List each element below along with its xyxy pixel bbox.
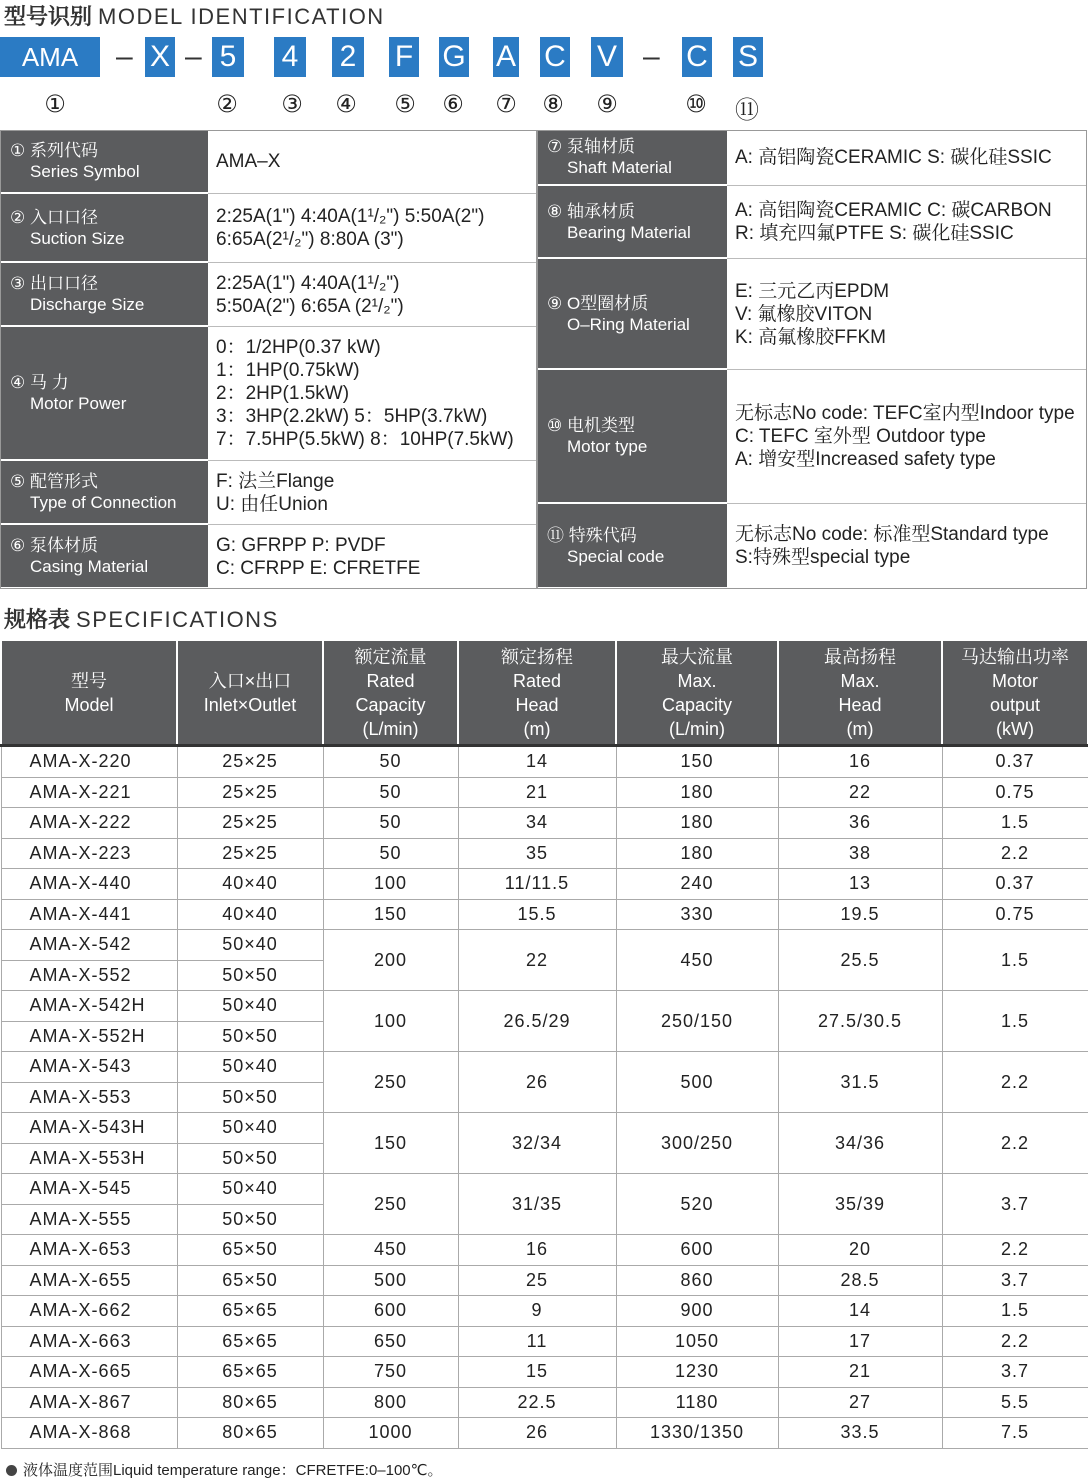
table-row (1, 808, 1088, 839)
rated-capacity-cell: 150 (323, 899, 458, 930)
spec-header-motor-output (942, 640, 1088, 746)
inlet-outlet-cell: 80×65 (177, 1387, 323, 1418)
header-line: Capacity (661, 694, 733, 715)
rated-capacity-cell: 150 (323, 1113, 458, 1174)
title-cn: 型号识别 (4, 4, 93, 29)
rated-head-cell: 31/35 (458, 1174, 616, 1235)
header-line: Max. (840, 670, 880, 691)
max-head-cell: 38 (778, 838, 942, 869)
value-line: F: 法兰Flange (216, 470, 335, 492)
model-cell: AMA-X-221 (1, 777, 177, 808)
table-row (1, 869, 1088, 900)
rated-head-cell: 35 (458, 838, 616, 869)
code-oring-box: V (591, 37, 623, 77)
max-capacity-cell: 900 (616, 1296, 778, 1327)
table-row (1, 1326, 1088, 1357)
max-capacity-cell: 860 (616, 1265, 778, 1296)
max-head-cell: 33.5 (778, 1418, 942, 1449)
model-cell: AMA-X-655 (1, 1265, 177, 1296)
header-line: Rated (512, 670, 562, 691)
rated-capacity-cell: 100 (323, 991, 458, 1052)
motor-output-cell: 1.5 (942, 991, 1088, 1052)
max-capacity-cell: 180 (616, 808, 778, 839)
label-number: ⑨ (547, 293, 563, 313)
inlet-outlet-cell: 50×50 (177, 1204, 323, 1235)
value-line: A: 增安型Increased safety type (735, 449, 996, 470)
motor-output-cell: 1.5 (942, 808, 1088, 839)
table-row (1, 838, 1088, 869)
code-shaft-box: A (493, 37, 519, 77)
header-line: Capacity (355, 694, 426, 715)
value-line: R: 填充四氟PTFE S: 碳化硅SSIC (735, 223, 1014, 244)
header-line: 最大流量 (661, 646, 733, 667)
label-en: O–Ring Material (567, 314, 690, 334)
inlet-outlet-cell: 65×50 (177, 1265, 323, 1296)
label-number: ⑦ (547, 137, 563, 156)
code-position-number: ⑦ (495, 91, 517, 118)
rated-capacity-cell: 450 (323, 1235, 458, 1266)
code-inlet-box: 5 (212, 37, 244, 77)
label-cn-text: 泵轴材质 (562, 137, 635, 156)
rated-capacity-cell: 500 (323, 1265, 458, 1296)
max-head-cell: 17 (778, 1326, 942, 1357)
rated-capacity-cell: 1000 (323, 1418, 458, 1449)
table-row (1, 1235, 1088, 1266)
label-en: Series Symbol (30, 162, 140, 181)
max-head-cell: 19.5 (778, 899, 942, 930)
code-x-box: X (145, 37, 175, 77)
value-line: 1：1HP(0.75kW) (216, 360, 360, 381)
inlet-outlet-cell: 65×65 (177, 1326, 323, 1357)
model-cell: AMA-X-665 (1, 1357, 177, 1388)
motor-output-cell: 0.37 (942, 869, 1088, 900)
inlet-outlet-cell: 50×40 (177, 991, 323, 1022)
max-head-cell: 22 (778, 777, 942, 808)
max-capacity-cell: 150 (616, 746, 778, 778)
table-row (1, 1174, 1088, 1205)
code-connection-box: F (389, 37, 419, 77)
spec-header-max-head (778, 640, 942, 746)
table-row (1, 1265, 1088, 1296)
table-row (1, 991, 1088, 1022)
motor-output-cell: 1.5 (942, 930, 1088, 991)
model-cell: AMA-X-440 (1, 869, 177, 900)
rated-capacity-cell: 100 (323, 869, 458, 900)
code-position-number: ⑩ (685, 91, 707, 118)
motor-output-cell: 0.37 (942, 746, 1088, 778)
label-cn-text: 配管形式 (25, 472, 98, 491)
rated-capacity-cell: 650 (323, 1326, 458, 1357)
header-line: (L/min) (362, 718, 419, 739)
code-position-number: ⑪ (735, 97, 759, 124)
label-number: ⑪ (547, 525, 564, 545)
max-capacity-cell: 520 (616, 1174, 778, 1235)
value-line: A: 高铝陶瓷CERAMIC C: 碳CARBON (735, 200, 1052, 221)
model-cell: AMA-X-223 (1, 838, 177, 869)
label-cn-text: 轴承材质 (562, 201, 635, 221)
header-line: Model (64, 694, 114, 715)
rated-capacity-cell: 750 (323, 1357, 458, 1388)
value-line: AMA–X (216, 151, 281, 172)
label-en: Discharge Size (30, 295, 145, 314)
value-line: 无标志No code: 标准型Standard type (735, 524, 1049, 545)
header-line: Head (515, 694, 559, 715)
spec-header-model (1, 640, 177, 746)
label-cn-text: 马 力 (25, 373, 69, 392)
header-line: (kW) (996, 718, 1034, 739)
model-cell: AMA-X-545 (1, 1174, 177, 1205)
value-line: S:特殊型special type (735, 547, 911, 568)
rated-capacity-cell: 800 (323, 1387, 458, 1418)
label-number: ③ (10, 274, 26, 293)
max-capacity-cell: 300/250 (616, 1113, 778, 1174)
inlet-outlet-cell: 80×65 (177, 1418, 323, 1449)
code-position-number: ⑨ (596, 91, 618, 118)
value-line: E: 三元乙丙EPDM (735, 280, 890, 302)
rated-head-cell: 26 (458, 1052, 616, 1113)
spec-header-inlet-outlet (177, 640, 323, 746)
table-row (1, 930, 1088, 961)
max-capacity-cell: 450 (616, 930, 778, 991)
inlet-outlet-cell: 25×25 (177, 777, 323, 808)
motor-output-cell: 0.75 (942, 777, 1088, 808)
header-line: 马达输出功率 (961, 646, 1069, 667)
header-line: output (989, 694, 1041, 715)
label-cn-text: O型圈材质 (562, 293, 649, 313)
model-cell: AMA-X-653 (1, 1235, 177, 1266)
inlet-outlet-cell: 25×25 (177, 808, 323, 839)
rated-capacity-cell: 50 (323, 838, 458, 869)
max-capacity-cell: 1050 (616, 1326, 778, 1357)
temperature-note (6, 1459, 443, 1480)
max-capacity-cell: 1230 (616, 1357, 778, 1388)
rated-head-cell: 22.5 (458, 1387, 616, 1418)
value-line: G: GFRPP P: PVDF (216, 534, 386, 556)
label-number: ① (10, 141, 26, 160)
max-head-cell: 20 (778, 1235, 942, 1266)
motor-output-cell: 5.5 (942, 1387, 1088, 1418)
max-head-cell: 27 (778, 1387, 942, 1418)
rated-head-cell: 22 (458, 930, 616, 991)
max-head-cell: 21 (778, 1357, 942, 1388)
motor-output-cell: 3.7 (942, 1357, 1088, 1388)
label-en: Type of Connection (30, 493, 177, 512)
inlet-outlet-cell: 65×65 (177, 1357, 323, 1388)
label-cn-text: 入口口径 (25, 207, 98, 227)
inlet-outlet-cell: 25×25 (177, 746, 323, 778)
code-special-box: S (733, 37, 763, 77)
ident-frame (0, 130, 1087, 589)
header-line: Inlet×Outlet (203, 694, 297, 715)
motor-output-cell: 2.2 (942, 838, 1088, 869)
inlet-outlet-cell: 50×50 (177, 960, 323, 991)
motor-output-cell: 3.7 (942, 1265, 1088, 1296)
model-cell: AMA-X-662 (1, 1296, 177, 1327)
model-cell: AMA-X-552 (1, 960, 177, 991)
value-line: 2:25A(1") 4:40A(1¹/₂") 5:50A(2") (216, 206, 485, 227)
value-line: C: CFRPP E: CFRETFE (216, 557, 421, 579)
label-number: ⑥ (10, 536, 26, 555)
specifications-table (0, 639, 1088, 1449)
rated-head-cell: 34 (458, 808, 616, 839)
label-cn-text: 电机类型 (562, 416, 635, 435)
inlet-outlet-cell: 40×40 (177, 899, 323, 930)
max-head-cell: 36 (778, 808, 942, 839)
max-head-cell: 14 (778, 1296, 942, 1327)
rated-capacity-cell: 250 (323, 1174, 458, 1235)
model-identification-title (4, 0, 385, 31)
header-line: 额定扬程 (501, 646, 573, 667)
max-head-cell: 31.5 (778, 1052, 942, 1113)
max-head-cell: 28.5 (778, 1265, 942, 1296)
spec-header-rated-head (458, 640, 616, 746)
code-position-number: ⑤ (394, 91, 416, 118)
max-capacity-cell: 600 (616, 1235, 778, 1266)
rated-capacity-cell: 50 (323, 777, 458, 808)
model-cell: AMA-X-552H (1, 1021, 177, 1052)
model-cell: AMA-X-542 (1, 930, 177, 961)
header-line: 型号 (71, 670, 107, 691)
label-number: ④ (10, 373, 26, 392)
value-line: V: 氟橡胶VITON (735, 303, 873, 325)
label-number: ⑧ (547, 201, 563, 221)
max-capacity-cell: 180 (616, 838, 778, 869)
max-capacity-cell: 1180 (616, 1387, 778, 1418)
label-en: Casing Material (30, 557, 149, 576)
label-cn-text: 系列代码 (25, 141, 98, 160)
label-number: ⑩ (547, 416, 563, 435)
model-cell: AMA-X-542H (1, 991, 177, 1022)
title-cn: 规格表 (4, 607, 71, 632)
model-cell: AMA-X-868 (1, 1418, 177, 1449)
inlet-outlet-cell: 40×40 (177, 869, 323, 900)
rated-head-cell: 32/34 (458, 1113, 616, 1174)
code-outlet-box: 4 (274, 37, 306, 77)
header-line: 最高扬程 (824, 646, 896, 667)
rated-capacity-cell: 250 (323, 1052, 458, 1113)
label-number: ⑤ (10, 472, 26, 491)
rated-head-cell: 15 (458, 1357, 616, 1388)
model-cell: AMA-X-222 (1, 808, 177, 839)
motor-output-cell: 2.2 (942, 1052, 1088, 1113)
inlet-outlet-cell: 50×50 (177, 1082, 323, 1113)
code-casing-box: G (439, 37, 469, 77)
bullet-icon (6, 1465, 17, 1476)
table-row (1, 1296, 1088, 1327)
motor-output-cell: 2.2 (942, 1235, 1088, 1266)
rated-head-cell: 15.5 (458, 899, 616, 930)
label-cn-text: 出口口径 (25, 274, 98, 293)
code-position-number: ④ (335, 91, 357, 118)
value-line: 0：1/2HP(0.37 kW) (216, 337, 381, 358)
header-line: Max. (677, 670, 717, 691)
value-line: 2:25A(1") 4:40A(1¹/₂") (216, 272, 400, 294)
rated-head-cell: 16 (458, 1235, 616, 1266)
label-cn-text: 泵体材质 (25, 536, 98, 555)
max-capacity-cell: 330 (616, 899, 778, 930)
spec-header-rated-capacity (323, 640, 458, 746)
header-line: (m) (523, 718, 551, 739)
motor-output-cell: 1.5 (942, 1296, 1088, 1327)
value-line: K: 高氟橡胶FFKM (735, 326, 886, 348)
inlet-outlet-cell: 50×50 (177, 1143, 323, 1174)
spec-header-max-capacity (616, 640, 778, 746)
max-head-cell: 27.5/30.5 (778, 991, 942, 1052)
label-en: Special code (567, 546, 665, 566)
inlet-outlet-cell: 50×40 (177, 1052, 323, 1083)
rated-head-cell: 11/11.5 (458, 869, 616, 900)
value-line: 5:50A(2") 6:65A (2¹/₂") (216, 295, 404, 317)
inlet-outlet-cell: 25×25 (177, 838, 323, 869)
model-cell: AMA-X-553 (1, 1082, 177, 1113)
code-motor-box: C (682, 37, 712, 77)
header-line: (L/min) (668, 718, 725, 739)
table-row (1, 1418, 1088, 1449)
model-cell: AMA-X-867 (1, 1387, 177, 1418)
inlet-outlet-cell: 50×40 (177, 1174, 323, 1205)
code-bearing-box: C (540, 37, 570, 77)
inlet-outlet-cell: 50×40 (177, 930, 323, 961)
motor-output-cell: 2.2 (942, 1113, 1088, 1174)
max-head-cell: 35/39 (778, 1174, 942, 1235)
title-en: MODEL IDENTIFICATION (98, 4, 385, 29)
label-en: Motor Power (30, 394, 127, 413)
label-cn-text: 特殊代码 (564, 525, 637, 545)
rated-head-cell: 26 (458, 1418, 616, 1449)
specifications-title (4, 603, 279, 634)
inlet-outlet-cell: 50×50 (177, 1021, 323, 1052)
rated-head-cell: 11 (458, 1326, 616, 1357)
model-cell: AMA-X-663 (1, 1326, 177, 1357)
code-position-number: ⑧ (542, 91, 564, 118)
max-capacity-cell: 1330/1350 (616, 1418, 778, 1449)
label-en: Motor type (567, 437, 648, 456)
rated-head-cell: 9 (458, 1296, 616, 1327)
max-capacity-cell: 180 (616, 777, 778, 808)
inlet-outlet-cell: 65×50 (177, 1235, 323, 1266)
table-row (1, 777, 1088, 808)
max-head-cell: 13 (778, 869, 942, 900)
table-row (1, 746, 1088, 778)
header-line: 入口×出口 (208, 670, 292, 691)
code-position-number: ⑥ (442, 91, 464, 118)
header-line: Head (838, 694, 882, 715)
motor-output-cell: 7.5 (942, 1418, 1088, 1449)
model-cell: AMA-X-220 (1, 746, 177, 778)
max-head-cell: 25.5 (778, 930, 942, 991)
inlet-outlet-cell: 50×40 (177, 1113, 323, 1144)
rated-head-cell: 21 (458, 777, 616, 808)
label-en: Bearing Material (567, 222, 691, 242)
code-series-box: AMA (0, 37, 100, 77)
note-text: 液体温度范围Liquid temperature range：CFRETFE:0–100℃。 (23, 1462, 443, 1479)
code-position-number: ③ (281, 91, 303, 118)
table-row (1, 1052, 1088, 1083)
ident-divider (536, 130, 538, 589)
model-cell: AMA-X-555 (1, 1204, 177, 1235)
rated-capacity-cell: 50 (323, 808, 458, 839)
label-en: Shaft Material (567, 158, 672, 177)
header-line: 额定流量 (354, 646, 427, 667)
motor-output-cell: 0.75 (942, 899, 1088, 930)
model-cell: AMA-X-553H (1, 1143, 177, 1174)
table-row (1, 1113, 1088, 1144)
model-cell: AMA-X-441 (1, 899, 177, 930)
value-line: 无标志No code: TEFC室内型Indoor type (735, 403, 1075, 424)
value-line: U: 由任Union (216, 493, 328, 515)
model-cell: AMA-X-543 (1, 1052, 177, 1083)
code-position-number: ② (216, 91, 238, 118)
header-line: (m) (846, 718, 874, 739)
code-position-number: ① (44, 91, 66, 118)
motor-output-cell: 2.2 (942, 1326, 1088, 1357)
table-row (1, 1387, 1088, 1418)
rated-capacity-cell: 200 (323, 930, 458, 991)
model-cell: AMA-X-543H (1, 1113, 177, 1144)
code-dash: – (643, 40, 660, 73)
code-dash: – (185, 40, 202, 73)
max-capacity-cell: 250/150 (616, 991, 778, 1052)
label-en: Suction Size (30, 228, 125, 248)
rated-head-cell: 14 (458, 746, 616, 778)
value-line: 2：2HP(1.5kW) (216, 383, 350, 404)
table-row (1, 899, 1088, 930)
code-power-box: 2 (332, 37, 364, 77)
label-number: ② (10, 207, 26, 227)
max-capacity-cell: 240 (616, 869, 778, 900)
motor-output-cell: 3.7 (942, 1174, 1088, 1235)
rated-capacity-cell: 50 (323, 746, 458, 778)
max-head-cell: 16 (778, 746, 942, 778)
value-line: A: 高铝陶瓷CERAMIC S: 碳化硅SSIC (735, 147, 1052, 168)
code-dash: – (116, 40, 133, 73)
max-capacity-cell: 500 (616, 1052, 778, 1113)
title-en: SPECIFICATIONS (76, 607, 279, 632)
inlet-outlet-cell: 65×65 (177, 1296, 323, 1327)
header-line: Motor (991, 670, 1038, 691)
rated-capacity-cell: 600 (323, 1296, 458, 1327)
rated-head-cell: 25 (458, 1265, 616, 1296)
value-line: C: TEFC 室外型 Outdoor type (735, 426, 986, 447)
value-line: 6:65A(2¹/₂") 8:80A (3") (216, 229, 404, 250)
value-line: 7：7.5HP(5.5kW) 8：10HP(7.5kW) (216, 429, 514, 450)
table-row (1, 1357, 1088, 1388)
header-line: Rated (366, 670, 415, 691)
value-line: 3：3HP(2.2kW) 5：5HP(3.7kW) (216, 406, 488, 427)
spec-header-row (1, 640, 1088, 746)
max-head-cell: 34/36 (778, 1113, 942, 1174)
rated-head-cell: 26.5/29 (458, 991, 616, 1052)
